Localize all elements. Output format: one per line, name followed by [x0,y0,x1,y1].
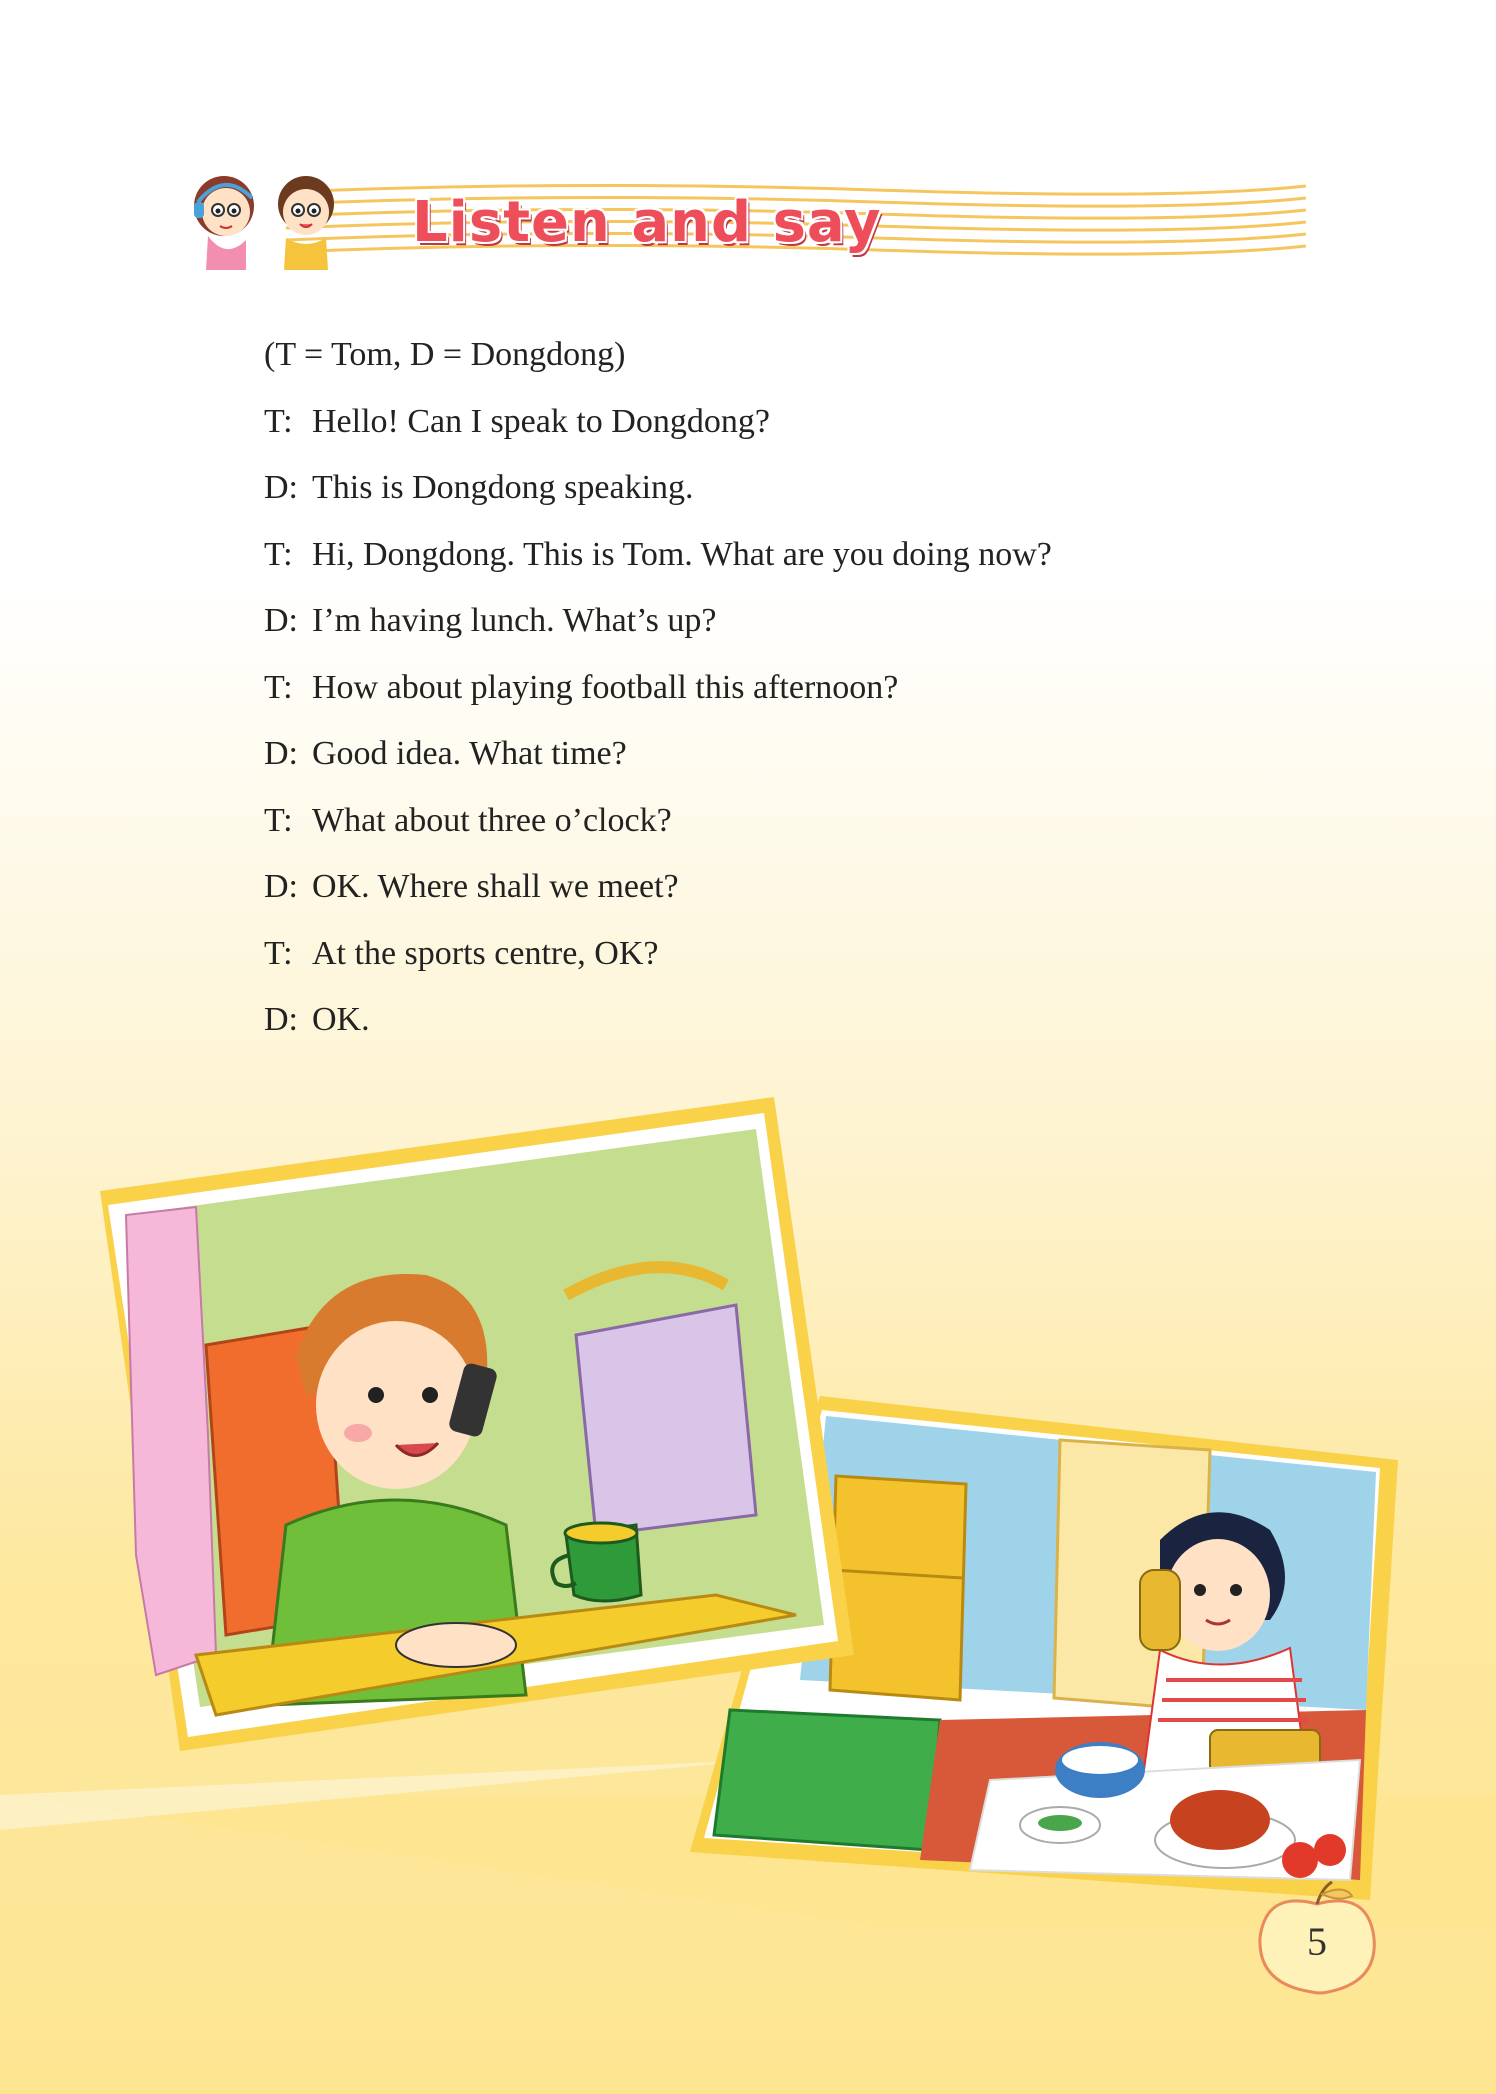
dialogue-line [264,530,1264,597]
tom-phone-illustration [96,1095,876,1765]
dialogue-line [264,663,1264,730]
dialogue-line [264,397,1264,464]
line-text: OK. Where shall we meet? [312,868,679,905]
speaker-label: D: [264,868,298,905]
speaker-label: D: [264,735,298,772]
dialogue-line [264,995,1264,1062]
speaker-label: T: [264,668,293,706]
dialogue-line [264,463,1264,530]
line-text: What about three o’clock? [312,801,672,839]
line-text: How about playing football this afternoon? [312,668,899,706]
kids-listening-icon [176,150,356,280]
speaker-label: T: [264,934,293,972]
section-title: Listen and say [412,190,882,255]
dialogue-line [264,796,1264,863]
speaker-label: T: [264,535,293,573]
line-text: I’m having lunch. What’s up? [312,602,717,639]
dialogue-legend: (T = Tom, D = Dongdong) [264,336,626,373]
dialogue-line [264,729,1264,796]
dialogue-line [264,596,1264,663]
dialogue [264,330,1264,1062]
line-text: Good idea. What time? [312,735,627,772]
line-text: Hi, Dongdong. This is Tom. What are you doing now? [312,535,1052,573]
section-header [176,150,1306,280]
dialogue-line [264,862,1264,929]
line-text: At the sports centre, OK? [312,934,659,972]
page-number: 5 [1307,1919,1327,1964]
speaker-label: T: [264,801,293,839]
speaker-label: D: [264,602,298,639]
line-text: Hello! Can I speak to Dongdong? [312,402,770,440]
speaker-label: T: [264,402,293,440]
speaker-label: D: [264,469,298,506]
speaker-label: D: [264,1001,298,1038]
dialogue-line [264,929,1264,996]
page-number-badge [1252,1880,1382,2000]
line-text: This is Dongdong speaking. [312,469,694,506]
line-text: OK. [312,1001,370,1038]
